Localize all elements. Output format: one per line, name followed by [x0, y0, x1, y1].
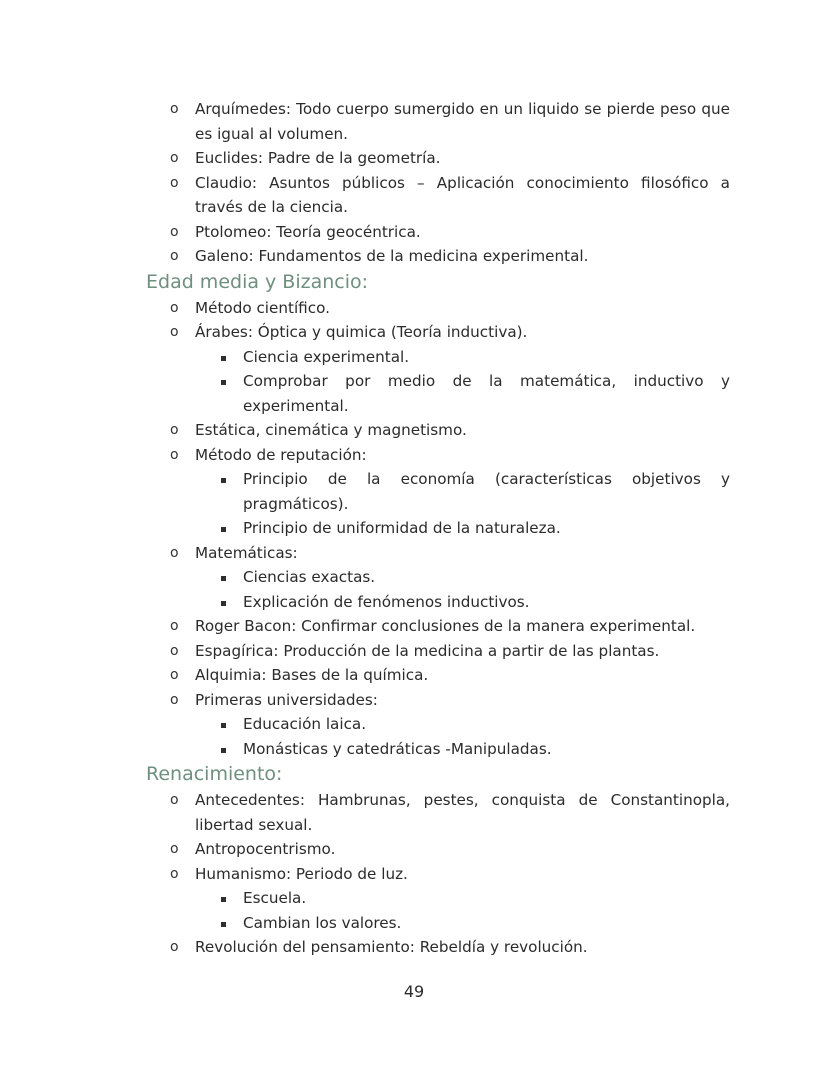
list-item-text: Primeras universidades: — [195, 690, 378, 709]
circle-bullet-icon: o — [170, 618, 179, 634]
sub-list-item-text: Explicación de fenómenos inductivos. — [243, 592, 530, 611]
list-item-text: Euclides: Padre de la geometría. — [195, 149, 441, 167]
bullet-list — [0, 788, 828, 960]
circle-bullet-icon: o — [170, 324, 179, 340]
list-item — [0, 614, 828, 639]
circle-bullet-icon: o — [170, 299, 179, 316]
square-bullet-icon — [221, 601, 226, 606]
sub-list-item — [195, 712, 730, 737]
list-item-text: Método científico. — [195, 298, 330, 317]
list-item — [0, 688, 828, 762]
circle-bullet-icon: o — [170, 446, 179, 463]
list-item — [0, 837, 828, 862]
square-bullet-icon — [221, 380, 226, 385]
page-number: 49 — [403, 982, 425, 1001]
list-item — [0, 296, 828, 321]
list-item — [0, 171, 828, 220]
list-item-text: Claudio: Asuntos públicos – Aplicación conocimiento filosófico a través de la ciencia. — [195, 173, 730, 216]
circle-bullet-icon: o — [170, 939, 179, 955]
circle-bullet-icon: o — [170, 544, 179, 561]
circle-bullet-icon: o — [170, 101, 179, 117]
list-item-text: Roger Bacon: Confirmar conclusiones de la manera experimental. — [195, 617, 696, 635]
sub-bullet-list — [195, 565, 730, 614]
list-item-text: Antropocentrismo. — [195, 840, 336, 858]
section-heading: Edad media y Bizancio: — [146, 270, 369, 293]
circle-bullet-icon: o — [170, 841, 179, 857]
list-item-text: Espagírica: Producción de la medicina a partir de las plantas. — [195, 641, 660, 660]
sub-list-item-text: Principio de uniformidad de la naturaleza. — [243, 519, 561, 537]
square-bullet-icon — [221, 527, 226, 532]
list-item — [0, 97, 828, 146]
circle-bullet-icon: o — [170, 150, 179, 166]
list-item — [0, 244, 828, 269]
list-item — [0, 418, 828, 443]
circle-bullet-icon: o — [170, 667, 179, 683]
circle-bullet-icon: o — [170, 174, 179, 191]
list-item — [0, 639, 828, 664]
list-item-text: Galeno: Fundamentos de la medicina experimental. — [195, 247, 589, 265]
sub-list-item-text: Monásticas y catedráticas -Manipuladas. — [243, 739, 552, 758]
list-item-text: Alquimia: Bases de la química. — [195, 666, 429, 684]
list-item-text: Arquímedes: Todo cuerpo sumergido en un liquido se pierde peso que es igual al volumen. — [195, 100, 730, 143]
list-item-text: Ptolomeo: Teoría geocéntrica. — [195, 222, 421, 241]
circle-bullet-icon: o — [170, 422, 179, 438]
section-heading: Renacimiento: — [146, 763, 283, 785]
circle-bullet-icon: o — [170, 223, 179, 240]
sub-list-item-text: Escuela. — [243, 889, 307, 907]
sub-list-item — [195, 467, 730, 516]
circle-bullet-icon: o — [170, 792, 179, 808]
circle-bullet-icon: o — [170, 642, 179, 659]
sub-list-item — [195, 886, 730, 911]
list-item — [0, 663, 828, 688]
list-item-text: Revolución del pensamiento: Rebeldía y revolución. — [195, 938, 588, 956]
sub-list-item — [195, 345, 730, 370]
sub-list-item — [195, 369, 730, 418]
square-bullet-icon — [221, 897, 226, 902]
sub-list-item — [195, 590, 730, 615]
list-item-text: Humanismo: Periodo de luz. — [195, 864, 408, 883]
circle-bullet-icon: o — [170, 691, 179, 708]
list-item — [0, 146, 828, 171]
sub-bullet-list — [195, 345, 730, 419]
list-item-text: Método de reputación: — [195, 445, 367, 464]
list-item — [0, 541, 828, 615]
list-item — [0, 443, 828, 541]
sub-list-item — [195, 911, 730, 936]
list-item — [0, 935, 828, 960]
page-content — [0, 97, 828, 960]
sub-list-item-text: Ciencia experimental. — [243, 347, 410, 366]
sub-list-item-text: Comprobar por medio de la matemática, inductivo y experimental. — [243, 372, 730, 415]
sub-list-item-text: Educación laica. — [243, 715, 367, 733]
list-item — [0, 320, 828, 418]
bullet-list — [0, 97, 828, 269]
list-item — [0, 220, 828, 245]
square-bullet-icon — [221, 748, 226, 753]
list-item — [0, 862, 828, 936]
sub-list-item — [195, 516, 730, 541]
list-item — [0, 788, 828, 837]
sub-bullet-list — [195, 712, 730, 761]
square-bullet-icon — [221, 922, 226, 927]
sub-list-item-text: Cambian los valores. — [243, 913, 402, 932]
sub-bullet-list — [195, 886, 730, 935]
sub-list-item-text: Ciencias exactas. — [243, 568, 376, 586]
list-item-text: Antecedentes: Hambrunas, pestes, conquista de Constantinopla, libertad sexual. — [195, 791, 730, 834]
list-item-text: Estática, cinemática y magnetismo. — [195, 421, 467, 439]
bullet-list — [0, 296, 828, 762]
list-item-text: Matemáticas: — [195, 543, 298, 562]
square-bullet-icon — [221, 576, 226, 581]
circle-bullet-icon: o — [170, 865, 179, 882]
sub-bullet-list — [195, 467, 730, 541]
sub-list-item — [195, 565, 730, 590]
sub-list-item — [195, 737, 730, 762]
square-bullet-icon — [221, 356, 226, 361]
square-bullet-icon — [221, 723, 226, 728]
list-item-text: Árabes: Óptica y quimica (Teoría inductiva). — [195, 323, 528, 341]
square-bullet-icon — [221, 478, 226, 483]
sub-list-item-text: Principio de la economía (características objetivos y pragmáticos). — [243, 470, 730, 513]
circle-bullet-icon: o — [170, 248, 179, 264]
